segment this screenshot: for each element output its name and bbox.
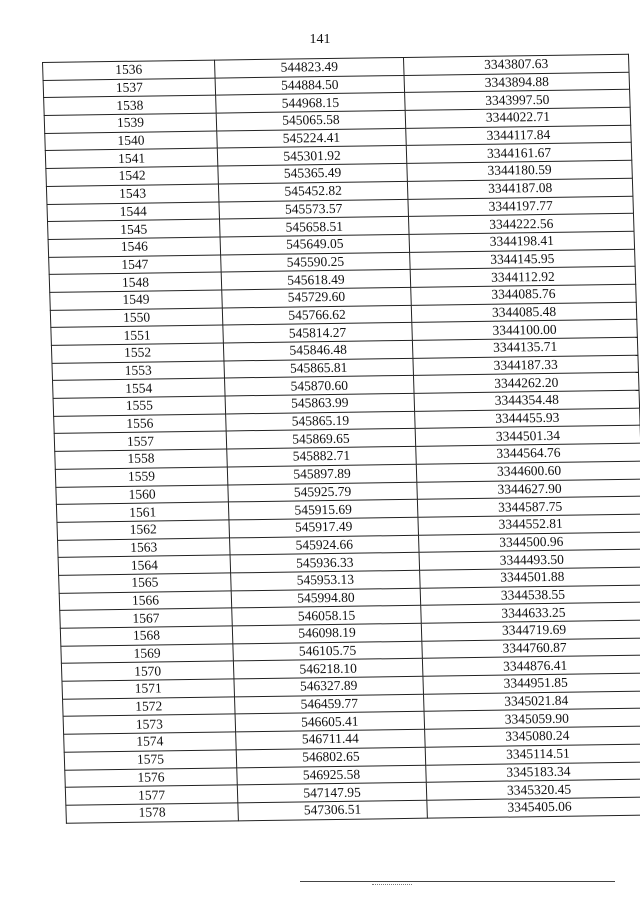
x-coordinate-cell: 546058.15 <box>232 606 422 626</box>
point-number-cell: 1542 <box>46 166 219 186</box>
x-coordinate-cell: 546605.41 <box>235 712 425 732</box>
y-coordinate-cell: 3344135.71 <box>412 337 638 358</box>
point-number-cell: 1553 <box>52 361 225 381</box>
point-number-cell: 1564 <box>58 555 231 575</box>
x-coordinate-cell: 546925.58 <box>237 765 427 785</box>
x-coordinate-cell: 545953.13 <box>231 570 421 590</box>
y-coordinate-cell: 3344501.34 <box>415 426 640 447</box>
x-coordinate-cell: 545925.79 <box>228 482 418 502</box>
point-number-cell: 1563 <box>58 537 231 557</box>
x-coordinate-cell: 545729.60 <box>222 287 412 307</box>
x-coordinate-cell: 545224.41 <box>217 128 407 148</box>
page-number: 141 <box>309 32 331 47</box>
point-number-cell: 1554 <box>53 378 226 398</box>
point-number-cell: 1561 <box>56 502 229 522</box>
y-coordinate-cell: 3344564.76 <box>416 443 640 464</box>
point-number-cell: 1574 <box>64 732 237 752</box>
point-number-cell: 1552 <box>51 343 224 363</box>
x-coordinate-cell: 545882.71 <box>227 446 417 466</box>
x-coordinate-cell: 547306.51 <box>238 800 428 820</box>
point-number-cell: 1544 <box>47 202 220 222</box>
y-coordinate-cell: 3345183.34 <box>426 762 640 783</box>
x-coordinate-cell: 545869.65 <box>226 429 416 449</box>
y-coordinate-cell: 3344587.75 <box>417 496 640 517</box>
point-number-cell: 1546 <box>48 237 221 257</box>
point-number-cell: 1545 <box>48 219 221 239</box>
x-coordinate-cell: 545917.49 <box>229 517 419 537</box>
x-coordinate-cell: 545365.49 <box>218 164 408 184</box>
point-number-cell: 1551 <box>51 325 224 345</box>
y-coordinate-cell: 3344022.71 <box>405 107 631 128</box>
y-coordinate-cell: 3344197.77 <box>408 196 634 217</box>
point-number-cell: 1555 <box>53 396 226 416</box>
point-number-cell: 1576 <box>65 767 238 787</box>
y-coordinate-cell: 3344876.41 <box>422 655 640 676</box>
point-number-cell: 1559 <box>55 467 228 487</box>
footer-dots <box>372 884 412 886</box>
x-coordinate-cell: 544823.49 <box>214 57 404 77</box>
point-number-cell: 1549 <box>50 290 223 310</box>
x-coordinate-cell: 545994.80 <box>231 588 421 608</box>
point-number-cell: 1547 <box>49 255 222 275</box>
point-number-cell: 1569 <box>61 644 234 664</box>
x-coordinate-cell: 545865.81 <box>224 358 414 378</box>
point-number-cell: 1560 <box>56 484 229 504</box>
y-coordinate-cell: 3345405.06 <box>427 797 640 818</box>
y-coordinate-cell: 3345114.51 <box>425 744 640 765</box>
x-coordinate-cell: 545658.51 <box>219 217 409 237</box>
x-coordinate-cell: 544884.50 <box>215 75 405 95</box>
x-coordinate-cell: 545814.27 <box>223 323 413 343</box>
x-coordinate-cell: 545573.57 <box>219 199 409 219</box>
x-coordinate-cell: 546711.44 <box>236 729 426 749</box>
x-coordinate-cell: 545924.66 <box>230 535 420 555</box>
point-number-cell: 1550 <box>50 308 223 328</box>
y-coordinate-cell: 3344085.48 <box>411 302 637 323</box>
x-coordinate-cell: 545590.25 <box>221 252 411 272</box>
y-coordinate-cell: 3344538.55 <box>420 585 640 606</box>
x-coordinate-cell: 546459.77 <box>235 694 425 714</box>
y-coordinate-cell: 3344719.69 <box>421 620 640 641</box>
point-number-cell: 1567 <box>60 608 233 628</box>
x-coordinate-cell: 545936.33 <box>230 553 420 573</box>
point-number-cell: 1573 <box>63 714 236 734</box>
point-number-cell: 1562 <box>57 520 230 540</box>
point-number-cell: 1572 <box>63 697 236 717</box>
y-coordinate-cell: 3344085.76 <box>411 284 637 305</box>
y-coordinate-cell: 3344222.56 <box>408 213 634 234</box>
y-coordinate-cell: 3344501.88 <box>420 567 640 588</box>
point-number-cell: 1543 <box>46 184 219 204</box>
y-coordinate-cell: 3344500.96 <box>418 532 640 553</box>
coordinate-table-body <box>43 54 640 822</box>
y-coordinate-cell: 3344493.50 <box>419 549 640 570</box>
y-coordinate-cell: 3343807.63 <box>403 54 629 75</box>
point-number-cell: 1538 <box>44 95 217 115</box>
x-coordinate-cell: 545865.19 <box>226 411 416 431</box>
y-coordinate-cell: 3343894.88 <box>404 72 630 93</box>
point-number-cell: 1536 <box>43 60 216 80</box>
y-coordinate-cell: 3344198.41 <box>409 231 635 252</box>
x-coordinate-cell: 545846.48 <box>223 340 413 360</box>
y-coordinate-cell: 3344354.48 <box>414 390 640 411</box>
y-coordinate-cell: 3344161.67 <box>406 143 632 164</box>
y-coordinate-cell: 3345021.84 <box>423 691 640 712</box>
y-coordinate-cell: 3344112.92 <box>410 266 636 287</box>
x-coordinate-cell: 545915.69 <box>228 499 418 519</box>
x-coordinate-cell: 545766.62 <box>222 305 412 325</box>
coordinate-table <box>42 54 640 823</box>
footer-rule <box>300 881 615 882</box>
x-coordinate-cell: 545065.58 <box>216 110 406 130</box>
point-number-cell: 1537 <box>43 78 216 98</box>
x-coordinate-cell: 545452.82 <box>218 181 408 201</box>
x-coordinate-cell: 546327.89 <box>234 676 424 696</box>
y-coordinate-cell: 3345080.24 <box>425 726 640 747</box>
point-number-cell: 1570 <box>61 661 234 681</box>
point-number-cell: 1539 <box>44 113 217 133</box>
x-coordinate-cell: 545870.60 <box>225 376 415 396</box>
y-coordinate-cell: 3344633.25 <box>421 602 640 623</box>
x-coordinate-cell: 547147.95 <box>237 782 427 802</box>
x-coordinate-cell: 546105.75 <box>233 641 423 661</box>
point-number-cell: 1540 <box>45 131 218 151</box>
y-coordinate-cell: 3344187.33 <box>413 355 639 376</box>
point-number-cell: 1548 <box>49 272 222 292</box>
point-number-cell: 1578 <box>66 803 239 823</box>
y-coordinate-cell: 3344627.90 <box>417 479 640 500</box>
x-coordinate-cell: 546218.10 <box>233 659 423 679</box>
x-coordinate-cell: 545649.05 <box>220 234 410 254</box>
y-coordinate-cell: 3344455.93 <box>415 408 640 429</box>
point-number-cell: 1565 <box>59 573 232 593</box>
point-number-cell: 1575 <box>64 750 237 770</box>
y-coordinate-cell: 3345059.90 <box>424 709 640 730</box>
point-number-cell: 1577 <box>65 785 238 805</box>
point-number-cell: 1571 <box>62 679 235 699</box>
y-coordinate-cell: 3344951.85 <box>423 673 640 694</box>
x-coordinate-cell: 545618.49 <box>221 270 411 290</box>
y-coordinate-cell: 3344187.08 <box>407 178 633 199</box>
point-number-cell: 1558 <box>55 449 228 469</box>
x-coordinate-cell: 545301.92 <box>217 146 407 166</box>
y-coordinate-cell: 3344117.84 <box>406 125 632 146</box>
point-number-cell: 1568 <box>60 626 233 646</box>
y-coordinate-cell: 3345320.45 <box>426 779 640 800</box>
point-number-cell: 1556 <box>54 414 227 434</box>
x-coordinate-cell: 545897.89 <box>227 464 417 484</box>
x-coordinate-cell: 544968.15 <box>216 93 406 113</box>
point-number-cell: 1557 <box>54 431 227 451</box>
y-coordinate-cell: 3343997.50 <box>405 90 631 111</box>
coordinate-table-wrapper <box>42 54 640 823</box>
y-coordinate-cell: 3344100.00 <box>412 320 638 341</box>
x-coordinate-cell: 546802.65 <box>236 747 426 767</box>
y-coordinate-cell: 3344552.81 <box>418 514 640 535</box>
point-number-cell: 1566 <box>59 591 232 611</box>
x-coordinate-cell: 546098.19 <box>232 623 422 643</box>
y-coordinate-cell: 3344760.87 <box>422 638 640 659</box>
x-coordinate-cell: 545863.99 <box>225 393 415 413</box>
y-coordinate-cell: 3344600.60 <box>416 461 640 482</box>
point-number-cell: 1541 <box>45 148 218 168</box>
y-coordinate-cell: 3344262.20 <box>413 373 639 394</box>
y-coordinate-cell: 3344145.95 <box>410 249 636 270</box>
y-coordinate-cell: 3344180.59 <box>407 160 633 181</box>
